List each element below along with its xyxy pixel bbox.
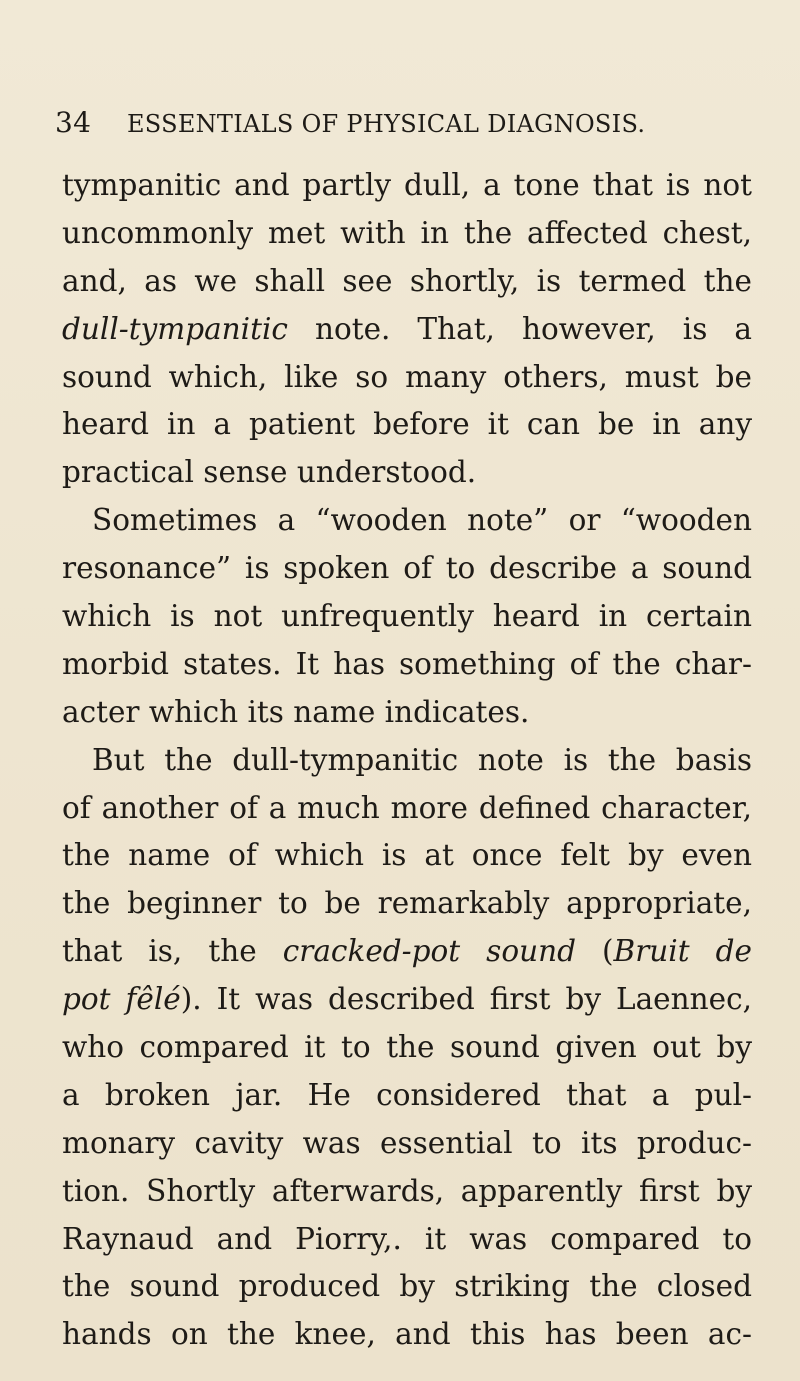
text-line: Raynaud and Piorry,. it was compared to [62, 1221, 752, 1256]
text-line: acter which its name indicates. [62, 694, 530, 729]
text-line: a broken jar. He considered that a pul- [62, 1077, 752, 1112]
text-line: monary cavity was essential to its produc- [62, 1125, 752, 1160]
text-line: tion. Shortly afterwards, apparently first by [62, 1173, 752, 1208]
text-line: heard in a patient before it can be in any [62, 407, 752, 442]
running-head [55, 106, 755, 146]
paragraph-start-line: Sometimes a “wooden note” or “wooden [92, 503, 752, 538]
text-line: uncommonly met with in the affected chest, [62, 215, 752, 250]
body-text [62, 162, 752, 1359]
text-line: tympanitic and partly dull, a tone that is not [62, 168, 752, 202]
text-line: the name of which is at once felt by even [62, 838, 752, 873]
text-line: practical sense understood. [62, 455, 477, 490]
text-line: resonance” is spoken of to describe a sound [62, 551, 752, 586]
text-line: morbid states. It has something of the char- [62, 646, 752, 681]
text-line: that is, the cracked-pot sound (Bruit de [62, 934, 752, 969]
text-line: of another of a much more defined character, [62, 790, 752, 825]
text-line: hands on the knee, and this has been ac- [62, 1317, 752, 1352]
text-line: which is not unfrequently heard in certain [62, 599, 752, 634]
text-line: sound which, like so many others, must be [62, 359, 752, 394]
text-line: and, as we shall see shortly, is termed the [62, 263, 752, 298]
page-number: 34 [55, 106, 92, 139]
text-line: dull-tympanitic note. That, however, is a [62, 311, 752, 346]
italic-term: Bruit de [613, 934, 752, 969]
text-line: who compared it to the sound given out by [62, 1030, 752, 1065]
paragraph-start-line: But the dull-tympanitic note is the basis [92, 742, 752, 777]
italic-term: cracked-pot sound [282, 934, 576, 969]
text-line: pot fêlé). It was described first by Laennec, [62, 982, 752, 1017]
running-head-title: ESSENTIALS OF PHYSICAL DIAGNOSIS. [126, 110, 646, 138]
italic-term: pot fêlé [62, 982, 181, 1017]
italic-term: dull-tympanitic [62, 311, 288, 346]
text-line: the beginner to be remarkably appropriate, [62, 886, 752, 921]
text-line: the sound produced by striking the closed [62, 1269, 752, 1304]
